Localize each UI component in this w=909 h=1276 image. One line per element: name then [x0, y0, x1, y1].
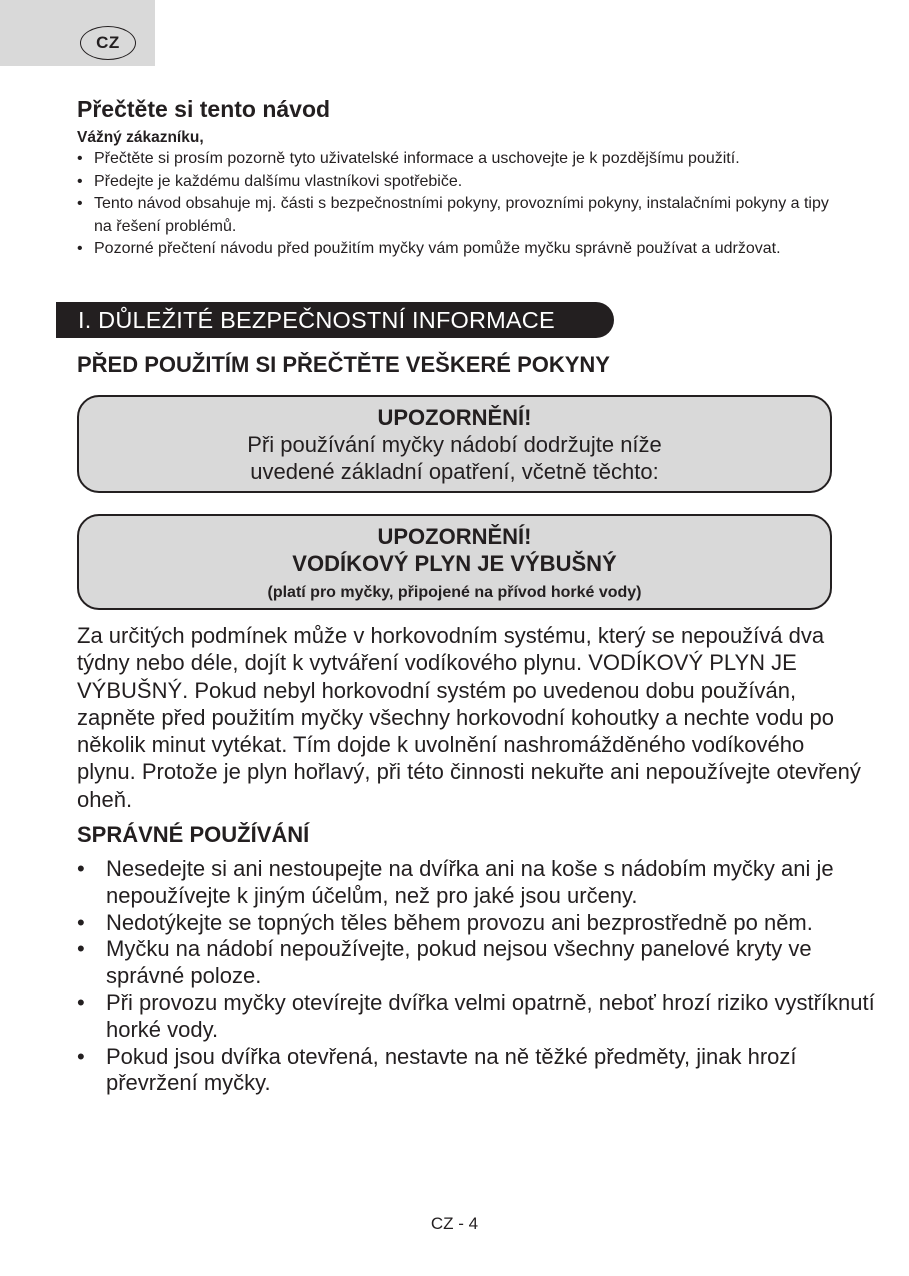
warning-subtitle: VODÍKOVÝ PLYN JE VÝBUŠNÝ: [292, 551, 617, 576]
intro-title: Přečtěte si tento návod: [77, 96, 331, 122]
warning-title: UPOZORNĚNÍ!: [377, 524, 532, 549]
proper-use-list: [77, 856, 877, 1097]
page-number: CZ - 4: [430, 1214, 479, 1233]
intro-bullet: • Předejte je každému dalšímu vlastníkovi spotřebiče.: [77, 171, 847, 194]
language-tab: [0, 0, 155, 66]
language-code-badge: CZ: [80, 26, 136, 60]
proper-use-item: • Nedotýkejte se topných těles během provozu ani bezprostředně po něm.: [77, 910, 877, 937]
section-title-bar: I. DŮLEŽITÉ BEZPEČNOSTNÍ INFORMACE: [56, 302, 614, 338]
warning-box-hydrogen: [77, 514, 832, 610]
intro-bullet: • Pozorné přečtení návodu před použitím myčky vám pomůže myčku správně používat a udržovat.: [77, 238, 847, 261]
intro-greeting: Vážný zákazníku,: [77, 129, 204, 146]
warning-text-line: uvedené základní opatření, včetně těchto:: [250, 459, 659, 484]
intro-bullet: • Přečtěte si prosím pozorně tyto uživatelské informace a uschovejte je k pozdějšímu použití.: [77, 148, 847, 171]
proper-use-heading: SPRÁVNÉ POUŽÍVÁNÍ: [77, 822, 310, 847]
intro-bullet-list: [77, 148, 847, 261]
warning-text-line: Při používání myčky nádobí dodržujte níže: [247, 432, 662, 457]
intro-bullet: • Tento návod obsahuje mj. části s bezpečnostními pokyny, provozními pokyny, instalačními pokyny a tipy na řešení problémů.: [77, 193, 847, 238]
warning-title: UPOZORNĚNÍ!: [377, 405, 532, 430]
warning-note: (platí pro myčky, připojené na přívod horké vody): [267, 584, 642, 601]
intro-section: [77, 96, 847, 261]
warning-box-general: [77, 395, 832, 493]
proper-use-item: • Myčku na nádobí nepoužívejte, pokud nejsou všechny panelové kryty ve správné poloze.: [77, 936, 877, 990]
proper-use-item: • Při provozu myčky otevírejte dvířka velmi opatrně, neboť hrozí riziko vystříknutí horké vody.: [77, 990, 877, 1044]
proper-use-item: • Nesedejte si ani nestoupejte na dvířka ani na koše s nádobím myčky ani je nepoužívejte k jiným účelům, než pro jaké jsou určeny.: [77, 856, 877, 910]
hydrogen-paragraph: Za určitých podmínek může v horkovodním systému, který se nepoužívá dva týdny nebo déle, dojít k vytváření vodíkového plynu. VODÍKOVÝ PLYN JE VÝBUŠNÝ. Pokud nebyl horkovodní systém po uvedenou dobu používán, zapněte před použitím myčky všechny horkovodní kohoutky a nechte vodu po několik minut vytékat. Tím dojde k uvolnění nashromážděného vodíkového plynu. Protože je plyn hořlavý, při této činnosti nekuřte ani nepoužívejte otevřený oheň.: [77, 623, 861, 812]
proper-use-item: • Pokud jsou dvířka otevřená, nestavte na ně těžké předměty, jinak hrozí převržení myčky.: [77, 1044, 877, 1098]
read-all-heading: PŘED POUŽITÍM SI PŘEČTĚTE VEŠKERÉ POKYNY: [77, 352, 610, 377]
